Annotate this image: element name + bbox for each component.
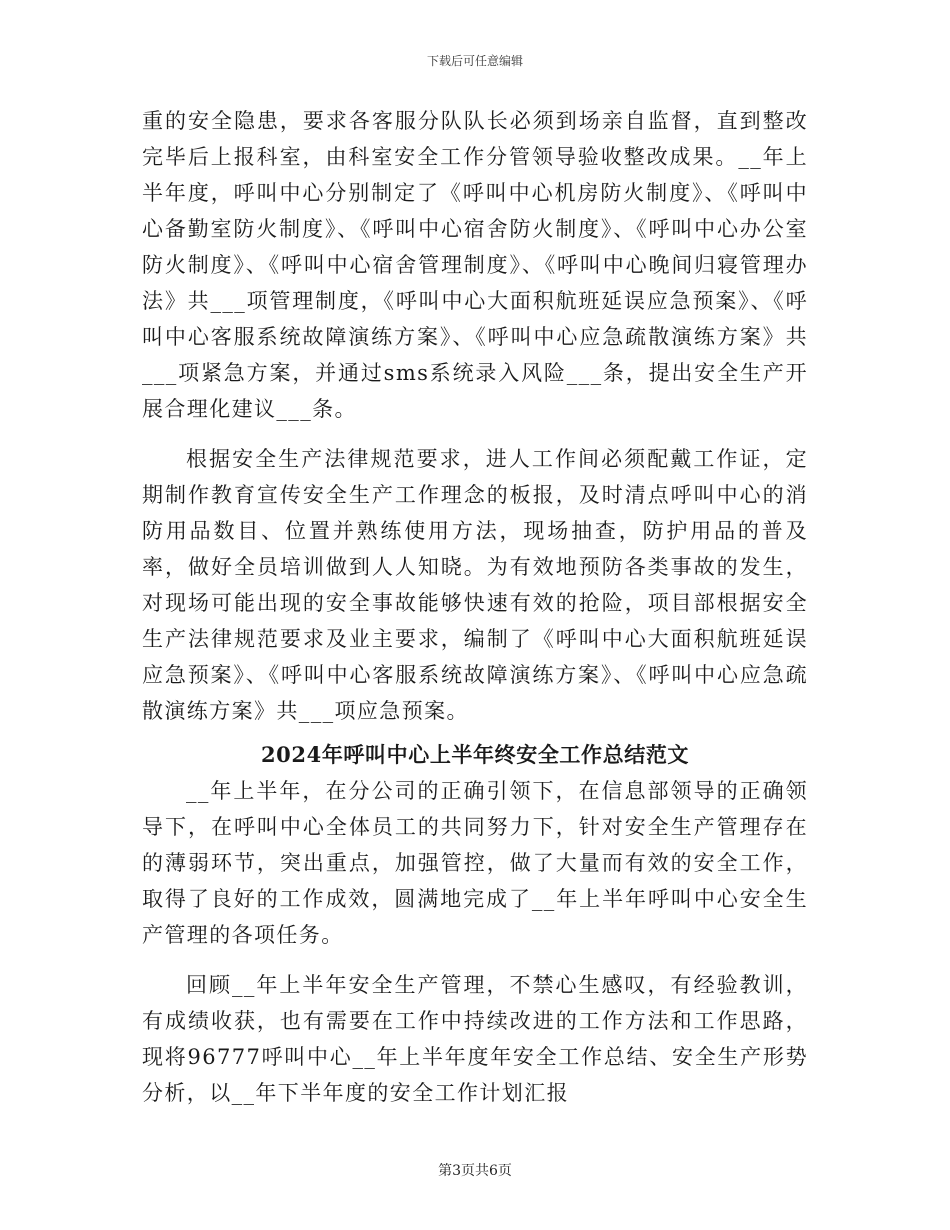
paragraph-2: 根据安全生产法律规范要求，进人工作间必须配戴工作证，定期制作教育宣传安全生产工作理念的板报，及时清点呼叫中心的消防用品数目、位置并熟练使用方法，现场抽查，防护用品的普及率，做好全员培训做到人人知晓。为有效地预防各类事故的发生，对现场可能出现的安全事故能够快速有效的抢险，项目部根据安全生产法律规范要求及业主要求，编制了《呼叫中心大面积航班延误应急预案》、《呼叫中心客服系统故障演练方案》、《呼叫中心应急疏散演练方案》共___项应急预案。: [142, 447, 808, 723]
page-footer: 第3页共6页: [438, 1163, 512, 1179]
paragraph-1: 重的安全隐患，要求各客服分队队长必须到场亲自监督，直到整改完毕后上报科室，由科室安全工作分管领导验收整改成果。__年上半年度，呼叫中心分别制定了《呼叫中心机房防火制度》、《呼叫中心备勤室防火制度》、《呼叫中心宿舍防火制度》、《呼叫中心办公室防火制度》、《呼叫中心宿舍管理制度》、《呼叫中心晚间归寝管理办法》共___项管理制度，《呼叫中心大面积航班延误应急预案》、《呼叫中心客服系统故障演练方案》、《呼叫中心应急疏散演练方案》共___项紧急方案，并通过sms系统录入风险___条，提出安全生产开展合理化建议___条。: [142, 109, 808, 421]
document-body: [142, 103, 808, 1111]
paragraph-3: __年上半年，在分公司的正确引领下，在信息部领导的正确领导下，在呼叫中心全体员工的共同努力下，针对安全生产管理存在的薄弱环节，突出重点，加强管控，做了大量而有效的安全工作，取得了良好的工作成效，圆满地完成了__年上半年呼叫中心安全生产管理的各项任务。: [142, 779, 808, 947]
paragraph-spacer: [142, 427, 808, 441]
page-header: 下载后可任意编辑: [426, 54, 523, 68]
section-title: 2024年呼叫中心上半年终安全工作总结范文: [260, 742, 690, 767]
paragraph-4: 回顾__年上半年安全生产管理，不禁心生感叹，有经验教训，有成绩收获，也有需要在工作中持续改进的工作方法和工作思路，现将96777呼叫中心__年上半年度年安全工作总结、安全生产形势分析，以__年下半年度的安全工作计划汇报: [142, 973, 808, 1105]
paragraph-spacer: [142, 953, 808, 967]
